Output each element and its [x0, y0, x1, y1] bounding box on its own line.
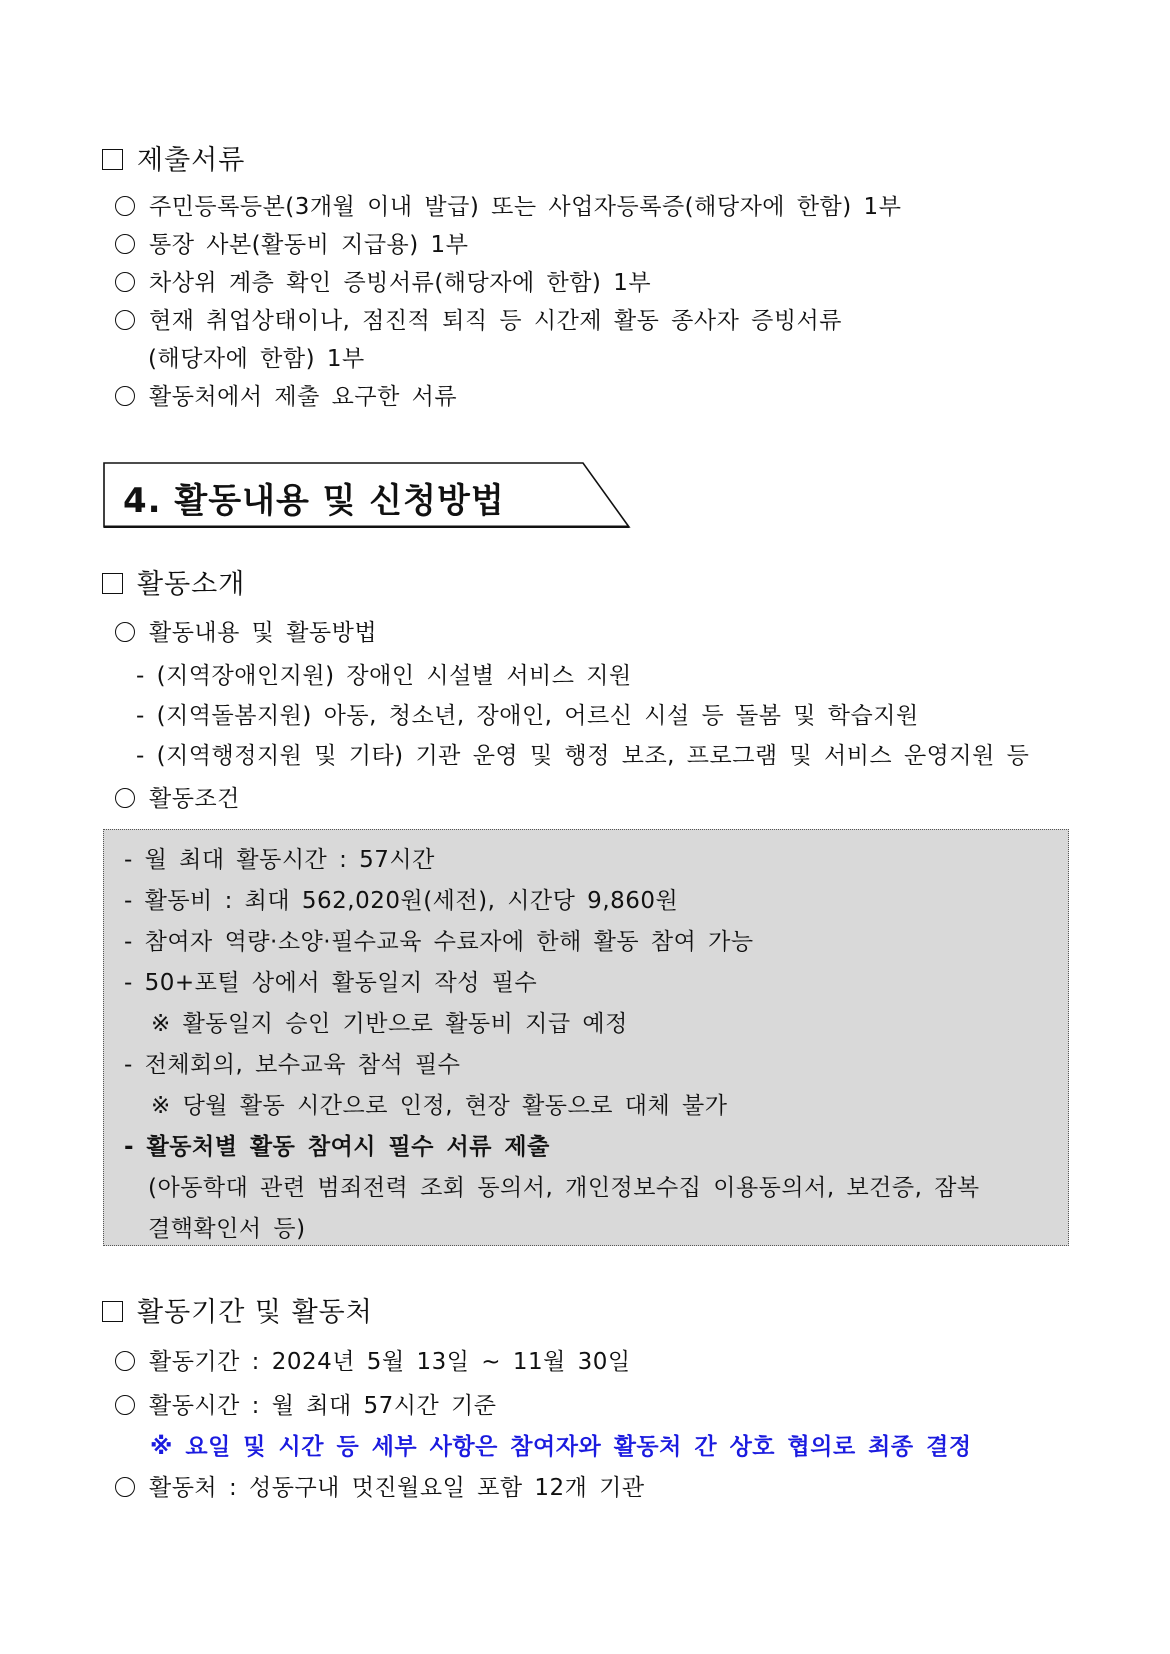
list-item: 활동기간 : 2024년 5월 13일 ~ 11월 30일	[115, 1343, 631, 1376]
circle-bullet-icon	[115, 1477, 135, 1497]
section-title-tab	[103, 462, 633, 528]
condition-item: - 월 최대 활동시간 : 57시간	[124, 847, 435, 873]
list-item: 차상위 계층 확인 증빙서류(해당자에 한함) 1부	[115, 264, 651, 297]
circle-bullet-icon	[115, 196, 135, 216]
checkbox-square-icon	[102, 1301, 123, 1322]
circle-bullet-icon	[115, 272, 135, 292]
list-item: 활동내용 및 활동방법	[115, 614, 377, 647]
condition-item: - 참여자 역량·소양·필수교육 수료자에 한해 활동 참여 가능	[124, 929, 754, 955]
circle-bullet-icon	[115, 310, 135, 330]
condition-item: - 50+포털 상에서 활동일지 작성 필수	[124, 970, 538, 996]
section-title: 4. 활동내용 및 신청방법	[123, 481, 505, 521]
circle-bullet-icon	[115, 1395, 135, 1415]
sub-item: - (지역돌봄지원) 아동, 청소년, 장애인, 어르신 시설 등 돌봄 및 학습지원	[136, 703, 919, 729]
condition-detail: 결핵확인서 등)	[148, 1216, 306, 1242]
condition-item-bold: - 활동처별 활동 참여시 필수 서류 제출	[124, 1134, 550, 1160]
checkbox-square-icon	[102, 573, 123, 594]
list-item: 주민등록등본(3개월 이내 발급) 또는 사업자등록증(해당자에 한함) 1부	[115, 188, 901, 221]
section-heading-intro: 활동소개	[102, 562, 245, 601]
section-heading-docs: 제출서류	[102, 138, 245, 177]
list-item: 통장 사본(활동비 지급용) 1부	[115, 226, 468, 259]
sub-item: - (지역행정지원 및 기타) 기관 운영 및 행정 보조, 프로그램 및 서비스 운영지원 등	[136, 743, 1030, 769]
circle-bullet-icon	[115, 622, 135, 642]
condition-detail: (아동학대 관련 범죄전력 조회 동의서, 개인정보수집 이용동의서, 보건증, 잠복	[148, 1175, 980, 1201]
list-item: 활동처에서 제출 요구한 서류	[115, 378, 457, 411]
sub-item: - (지역장애인지원) 장애인 시설별 서비스 지원	[136, 663, 632, 689]
circle-bullet-icon	[115, 788, 135, 808]
highlight-note: ※ 요일 및 시간 등 세부 사항은 참여자와 활동처 간 상호 협의로 최종 결정	[150, 1434, 972, 1460]
circle-bullet-icon	[115, 234, 135, 254]
circle-bullet-icon	[115, 386, 135, 406]
condition-note: ※ 당월 활동 시간으로 인정, 현장 활동으로 대체 불가	[151, 1093, 728, 1119]
list-item: 활동처 : 성동구내 멋진월요일 포함 12개 기관	[115, 1469, 645, 1502]
section-heading-period: 활동기간 및 활동처	[102, 1290, 373, 1329]
circle-bullet-icon	[115, 1351, 135, 1371]
condition-item: - 전체회의, 보수교육 참석 필수	[124, 1052, 461, 1078]
conditions-box	[103, 829, 1069, 1246]
list-item: 활동시간 : 월 최대 57시간 기준	[115, 1387, 496, 1420]
condition-note: ※ 활동일지 승인 기반으로 활동비 지급 예정	[151, 1011, 628, 1037]
list-item: 활동조건	[115, 780, 240, 813]
list-item-continuation: (해당자에 한함) 1부	[148, 346, 365, 372]
list-item: 현재 취업상태이나, 점진적 퇴직 등 시간제 활동 종사자 증빙서류	[115, 302, 842, 335]
condition-item: - 활동비 : 최대 562,020원(세전), 시간당 9,860원	[124, 888, 679, 914]
checkbox-square-icon	[102, 149, 123, 170]
